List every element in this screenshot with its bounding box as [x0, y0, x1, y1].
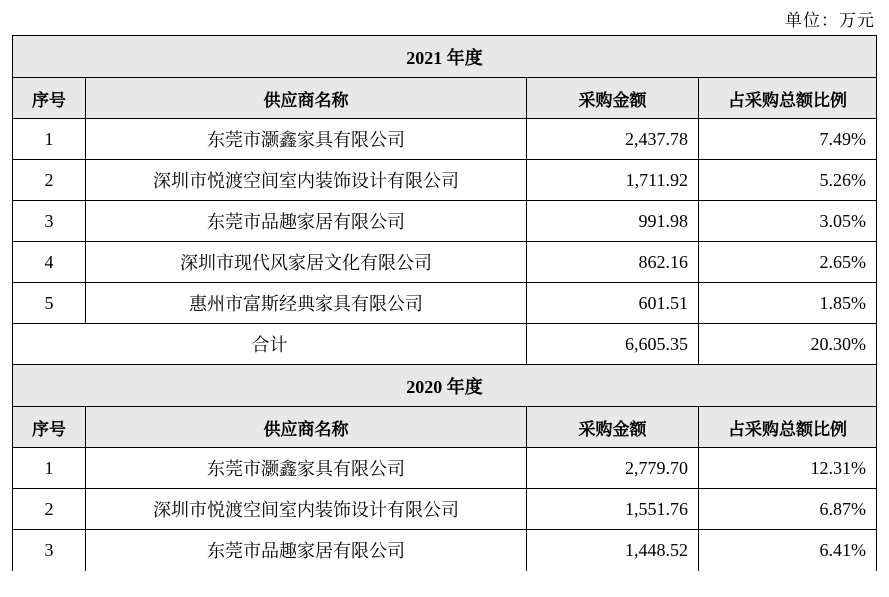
row-no: 3 — [13, 530, 86, 571]
purchase-ratio: 5.26% — [699, 160, 877, 201]
supplier-name: 东莞市灏鑫家具有限公司 — [86, 119, 527, 160]
total-ratio: 20.30% — [699, 324, 877, 365]
supplier-name: 深圳市现代风家居文化有限公司 — [86, 242, 527, 283]
purchase-amount: 1,448.52 — [527, 530, 699, 571]
col-header-amount: 采购金额 — [527, 78, 699, 119]
purchase-ratio: 3.05% — [699, 201, 877, 242]
year-header-row — [13, 36, 877, 78]
col-header-supplier: 供应商名称 — [86, 78, 527, 119]
table-row — [13, 119, 877, 160]
total-label: 合计 — [13, 324, 527, 365]
col-header-no: 序号 — [13, 407, 86, 448]
purchase-ratio: 2.65% — [699, 242, 877, 283]
supplier-name: 深圳市悦渡空间室内装饰设计有限公司 — [86, 160, 527, 201]
purchase-ratio: 6.87% — [699, 489, 877, 530]
row-no: 1 — [13, 448, 86, 489]
col-header-ratio: 占采购总额比例 — [699, 78, 877, 119]
supplier-name: 东莞市品趣家居有限公司 — [86, 201, 527, 242]
column-header-row — [13, 407, 877, 448]
col-header-no: 序号 — [13, 78, 86, 119]
purchase-ratio: 6.41% — [699, 530, 877, 571]
unit-label: 单位：万元 — [785, 11, 875, 30]
supplier-name: 东莞市灏鑫家具有限公司 — [86, 448, 527, 489]
supplier-name: 惠州市富斯经典家具有限公司 — [86, 283, 527, 324]
row-no: 2 — [13, 489, 86, 530]
col-header-supplier: 供应商名称 — [86, 407, 527, 448]
purchase-ratio: 1.85% — [699, 283, 877, 324]
year-title: 2021 年度 — [13, 36, 877, 78]
table-row — [13, 160, 877, 201]
purchase-amount: 1,711.92 — [527, 160, 699, 201]
col-header-ratio: 占采购总额比例 — [699, 407, 877, 448]
row-no: 4 — [13, 242, 86, 283]
total-row — [13, 324, 877, 365]
total-amount: 6,605.35 — [527, 324, 699, 365]
supplier-table — [12, 35, 877, 571]
purchase-amount: 862.16 — [527, 242, 699, 283]
row-no: 1 — [13, 119, 86, 160]
column-header-row — [13, 78, 877, 119]
purchase-amount: 2,437.78 — [527, 119, 699, 160]
table-row — [13, 242, 877, 283]
table-row — [13, 448, 877, 489]
purchase-amount: 601.51 — [527, 283, 699, 324]
purchase-ratio: 7.49% — [699, 119, 877, 160]
purchase-ratio: 12.31% — [699, 448, 877, 489]
year-header-row — [13, 365, 877, 407]
table-row — [13, 283, 877, 324]
table-row — [13, 201, 877, 242]
col-header-amount: 采购金额 — [527, 407, 699, 448]
table-row — [13, 530, 877, 571]
supplier-name: 东莞市品趣家居有限公司 — [86, 530, 527, 571]
purchase-amount: 991.98 — [527, 201, 699, 242]
row-no: 2 — [13, 160, 86, 201]
row-no: 3 — [13, 201, 86, 242]
table-row — [13, 489, 877, 530]
purchase-amount: 2,779.70 — [527, 448, 699, 489]
row-no: 5 — [13, 283, 86, 324]
supplier-name: 深圳市悦渡空间室内装饰设计有限公司 — [86, 489, 527, 530]
purchase-amount: 1,551.76 — [527, 489, 699, 530]
year-title: 2020 年度 — [13, 365, 877, 407]
